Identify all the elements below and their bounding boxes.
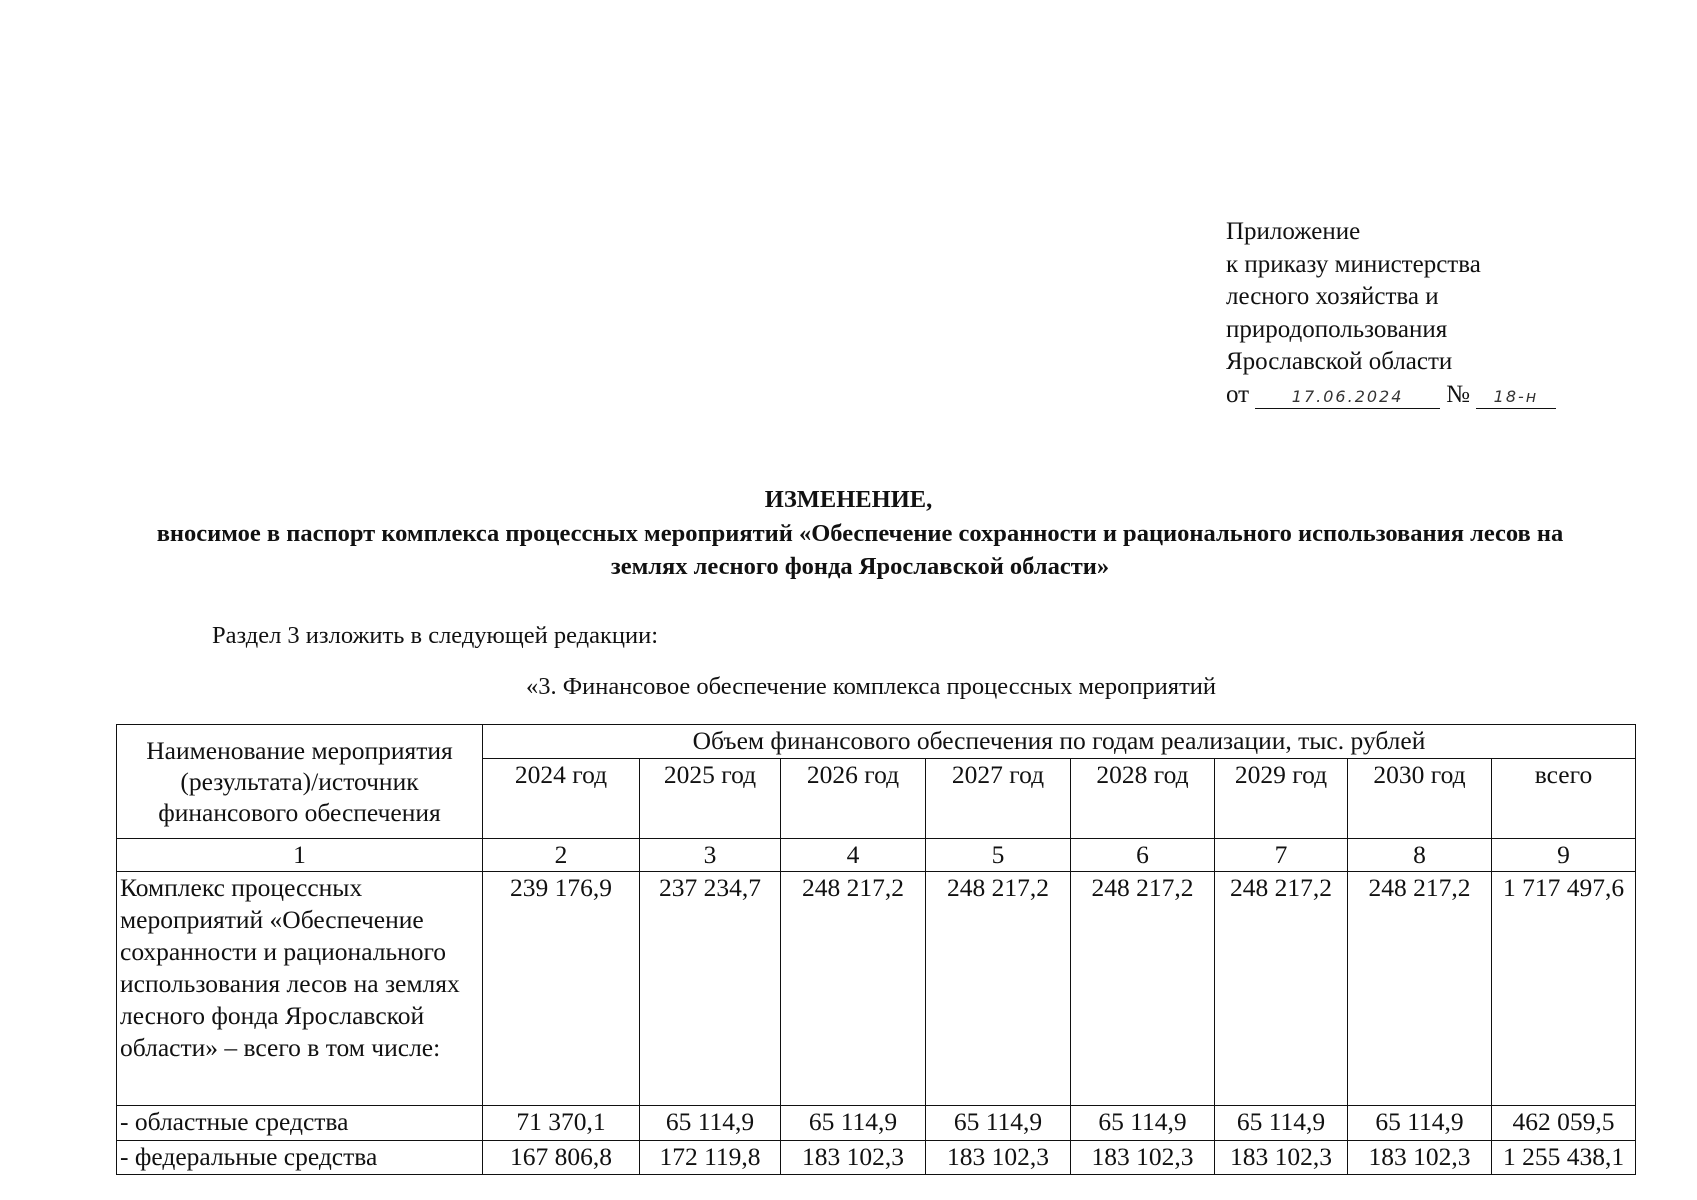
- column-number: 6: [1071, 839, 1215, 872]
- column-number: 2: [483, 839, 640, 872]
- total-header: всего: [1492, 759, 1636, 839]
- column-number: 4: [781, 839, 926, 872]
- cell-value: 248 217,2: [1348, 872, 1492, 1106]
- column-number-row: [117, 839, 1636, 872]
- appendix-line: лесного хозяйства и: [1226, 283, 1439, 310]
- cell-value: 172 119,8: [640, 1141, 781, 1175]
- table-header: [116, 724, 1636, 839]
- cell-value: 1 255 438,1: [1492, 1141, 1636, 1175]
- year-header: 2025 год: [640, 759, 781, 839]
- row-name: Комплекс процессных мероприятий «Обеспечение сохранности и рационального использования лесов на землях лесного фонда Ярославской области» – всего в том числе:: [117, 872, 483, 1106]
- table-row: [117, 1106, 1636, 1141]
- intro-text: Раздел 3 изложить в следующей редакции:: [212, 622, 659, 649]
- cell-value: 65 114,9: [1071, 1106, 1215, 1141]
- cell-value: 65 114,9: [1348, 1106, 1492, 1141]
- table-row: [117, 1141, 1636, 1175]
- cell-value: 183 102,3: [1215, 1141, 1348, 1175]
- section-title: «3. Финансовое обеспечение комплекса процессных мероприятий: [525, 673, 1216, 700]
- cell-value: 65 114,9: [926, 1106, 1071, 1141]
- row-name: - федеральные средства: [117, 1141, 483, 1175]
- appendix-line: Приложение: [1226, 218, 1361, 245]
- column-number: 9: [1492, 839, 1636, 872]
- cell-value: 167 806,8: [483, 1141, 640, 1175]
- cell-value: 248 217,2: [1071, 872, 1215, 1106]
- appendix-line: Ярославской области: [1226, 348, 1453, 375]
- appendix-line: к приказу министерства: [1226, 250, 1481, 278]
- year-header: 2029 год: [1215, 759, 1348, 839]
- column-number: 5: [926, 839, 1071, 872]
- cell-value: 248 217,2: [781, 872, 926, 1106]
- appendix-block: [1226, 216, 1556, 411]
- document-title: ИЗМЕНЕНИЕ,: [764, 486, 933, 513]
- cell-value: 237 234,7: [640, 872, 781, 1106]
- cell-value: 183 102,3: [926, 1141, 1071, 1175]
- document-subtitle: вносимое в паспорт комплекса процессных мероприятий «Обеспечение сохранности и рационального использования лесов на землях лесного фонда Ярославской области»: [156, 520, 1564, 580]
- cell-value: 183 102,3: [781, 1141, 926, 1175]
- cell-value: 183 102,3: [1071, 1141, 1215, 1175]
- year-header: 2028 год: [1071, 759, 1215, 839]
- order-date: 17.06.2024: [1255, 386, 1440, 409]
- year-header: 2030 год: [1348, 759, 1492, 839]
- column-number: 8: [1348, 839, 1492, 872]
- column-group-header: Объем финансового обеспечения по годам реализации, тыс. рублей: [483, 725, 1636, 759]
- finance-table: [116, 838, 1636, 1175]
- cell-value: 248 217,2: [926, 872, 1071, 1106]
- cell-value: 183 102,3: [1348, 1141, 1492, 1175]
- appendix-line: природопользования: [1226, 315, 1448, 343]
- cell-value: 71 370,1: [483, 1106, 640, 1141]
- year-header: 2024 год: [483, 759, 640, 839]
- row-name: - областные средства: [117, 1106, 483, 1141]
- cell-value: 248 217,2: [1215, 872, 1348, 1106]
- from-label: от: [1226, 380, 1250, 408]
- column-number: 3: [640, 839, 781, 872]
- order-number: 18-н: [1476, 386, 1556, 409]
- cell-value: 65 114,9: [640, 1106, 781, 1141]
- column-number: 1: [117, 839, 483, 872]
- cell-value: 1 717 497,6: [1492, 872, 1636, 1106]
- table-row: [117, 872, 1636, 1106]
- order-date-number: [1226, 379, 1556, 412]
- cell-value: 65 114,9: [1215, 1106, 1348, 1141]
- number-label: №: [1446, 380, 1470, 408]
- column-header-name: Наименование мероприятия (результата)/источник финансового обеспечения: [117, 725, 483, 839]
- cell-value: 462 059,5: [1492, 1106, 1636, 1141]
- column-number: 7: [1215, 839, 1348, 872]
- year-header: 2027 год: [926, 759, 1071, 839]
- year-header: 2026 год: [781, 759, 926, 839]
- cell-value: 239 176,9: [483, 872, 640, 1106]
- cell-value: 65 114,9: [781, 1106, 926, 1141]
